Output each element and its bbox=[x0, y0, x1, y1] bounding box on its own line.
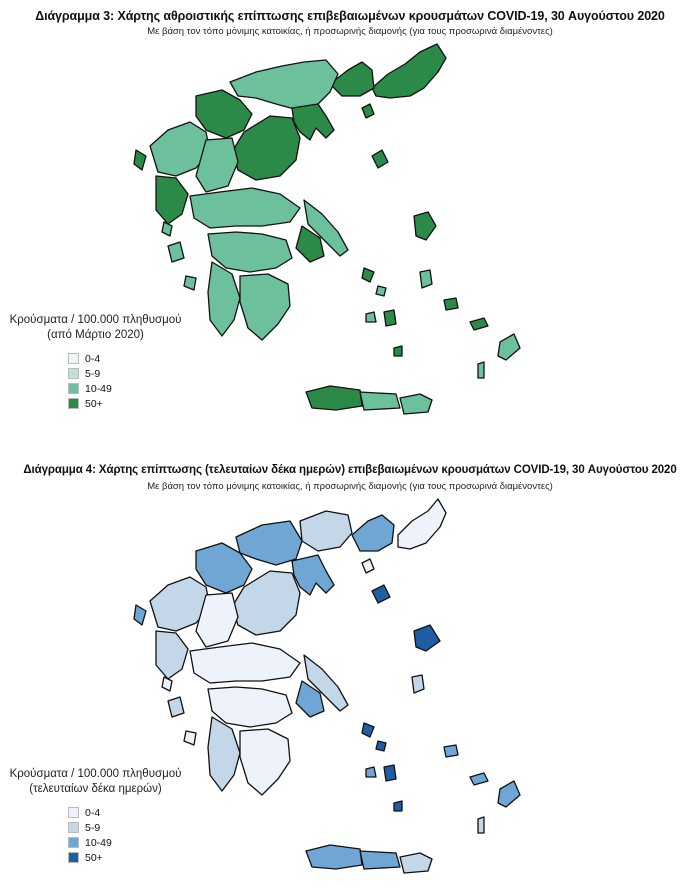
island-rhodes bbox=[498, 334, 520, 360]
map-legend bbox=[8, 767, 183, 865]
map-subtitle: Με βάση τον τόπο μόνιμης κατοικίας, ή προσωρινής διαμονής (για τους προσωρινά διαμένοντες) bbox=[147, 26, 553, 37]
map-title: Διάγραμμα 4: Χάρτης επίπτωσης (τελευταίων δέκα ημερών) επιβεβαιωμένων κρουσμάτων COVID-19, 30 Αυγούστου 2020 bbox=[23, 464, 677, 476]
island-chios bbox=[420, 270, 432, 288]
island-lesvos bbox=[414, 625, 440, 651]
map-panel-last-ten-days bbox=[0, 455, 700, 887]
legend-swatch bbox=[68, 368, 79, 379]
legend-item bbox=[68, 805, 183, 820]
island-zakynthos bbox=[184, 276, 196, 290]
legend-label: 0-4 bbox=[85, 806, 101, 819]
region-crete-west bbox=[306, 386, 362, 410]
region-crete-west bbox=[306, 845, 362, 869]
island-lefkada bbox=[162, 222, 172, 236]
island-lesvos bbox=[414, 212, 436, 240]
map-subtitle: Με βάση τον τόπο μόνιμης κατοικίας, ή προσωρινής διαμονής (για τους προσωρινά διαμένοντες) bbox=[147, 481, 553, 492]
legend-label: 10-49 bbox=[85, 382, 112, 395]
region-crete-east bbox=[400, 394, 432, 414]
region-peloponnese-south bbox=[240, 729, 290, 795]
region-thrace-west bbox=[330, 62, 374, 96]
island-andros bbox=[362, 268, 374, 282]
legend-label: 0-4 bbox=[85, 352, 101, 365]
legend-label: 10-49 bbox=[85, 836, 112, 849]
region-macedonia-central bbox=[236, 521, 302, 565]
legend-title bbox=[8, 767, 183, 797]
legend-title-line2: (τελευταίων δέκα ημερών) bbox=[29, 783, 162, 795]
legend-item bbox=[68, 381, 183, 396]
legend-label: 5-9 bbox=[85, 367, 101, 380]
legend-title-line1: Κρούσματα / 100.000 πληθυσμού bbox=[9, 314, 182, 326]
island-tinos bbox=[376, 286, 386, 296]
region-crete-central bbox=[360, 392, 400, 410]
region-epirus-south bbox=[156, 176, 188, 224]
legend-item bbox=[68, 850, 183, 865]
legend-swatch bbox=[68, 852, 79, 863]
island-naxos bbox=[384, 310, 396, 326]
island-samos bbox=[444, 745, 458, 757]
region-peloponnese-west bbox=[208, 262, 240, 336]
map-legend bbox=[8, 313, 183, 411]
legend-swatch bbox=[68, 353, 79, 364]
island-andros bbox=[362, 723, 374, 737]
legend-swatch bbox=[68, 837, 79, 848]
region-central-greece bbox=[190, 643, 300, 683]
region-peloponnese-north bbox=[208, 232, 292, 272]
island-santorini bbox=[394, 346, 402, 356]
legend-label: 5-9 bbox=[85, 821, 101, 834]
region-peloponnese-north bbox=[208, 687, 292, 727]
region-macedonia-east bbox=[300, 511, 352, 551]
island-corfu bbox=[134, 605, 146, 625]
island-naxos bbox=[384, 765, 396, 781]
region-thrace-east bbox=[398, 499, 446, 549]
island-chios bbox=[412, 675, 424, 693]
island-rhodes bbox=[498, 781, 520, 807]
legend-swatch bbox=[68, 822, 79, 833]
legend-swatch bbox=[68, 398, 79, 409]
island-kos bbox=[470, 318, 488, 330]
island-corfu bbox=[134, 150, 146, 170]
legend-item bbox=[68, 351, 183, 366]
legend-item bbox=[68, 820, 183, 835]
island-samos bbox=[444, 298, 458, 310]
legend-label: 50+ bbox=[85, 397, 103, 410]
island-limnos bbox=[372, 150, 388, 168]
legend-title bbox=[8, 313, 183, 343]
island-kos bbox=[470, 773, 488, 785]
island-paros bbox=[366, 312, 376, 322]
legend-item bbox=[68, 835, 183, 850]
region-thrace-west bbox=[352, 515, 394, 551]
island-lefkada bbox=[162, 677, 172, 691]
region-crete-east bbox=[400, 853, 432, 873]
legend-title-line1: Κρούσματα / 100.000 πληθυσμού bbox=[9, 768, 182, 780]
region-thrace-east bbox=[372, 44, 446, 98]
island-kefalonia bbox=[168, 697, 184, 717]
region-macedonia-central bbox=[230, 60, 338, 110]
legend-label: 50+ bbox=[85, 851, 103, 864]
legend-swatch bbox=[68, 383, 79, 394]
island-santorini bbox=[394, 801, 402, 811]
region-peloponnese-south bbox=[240, 274, 290, 340]
island-karpathos bbox=[478, 817, 484, 833]
island-kefalonia bbox=[168, 242, 184, 262]
island-thasos bbox=[362, 104, 374, 118]
legend-title-line2: (από Μάρτιο 2020) bbox=[47, 329, 144, 341]
island-limnos bbox=[372, 585, 390, 603]
island-thasos bbox=[362, 559, 374, 573]
island-tinos bbox=[376, 741, 386, 751]
region-central-greece bbox=[190, 188, 300, 228]
map-panel-cumulative bbox=[0, 0, 700, 440]
region-crete-central bbox=[360, 851, 400, 869]
legend-item bbox=[68, 366, 183, 381]
island-zakynthos bbox=[184, 731, 196, 745]
map-title: Διάγραμμα 3: Χάρτης αθροιστικής επίπτωσης επιβεβαιωμένων κρουσμάτων COVID-19, 30 Αυγούστου 2020 bbox=[35, 9, 665, 23]
island-paros bbox=[366, 767, 376, 777]
region-peloponnese-west bbox=[208, 717, 240, 791]
region-epirus-south bbox=[156, 631, 188, 679]
island-karpathos bbox=[478, 362, 484, 378]
legend-swatch bbox=[68, 807, 79, 818]
legend-item bbox=[68, 396, 183, 411]
